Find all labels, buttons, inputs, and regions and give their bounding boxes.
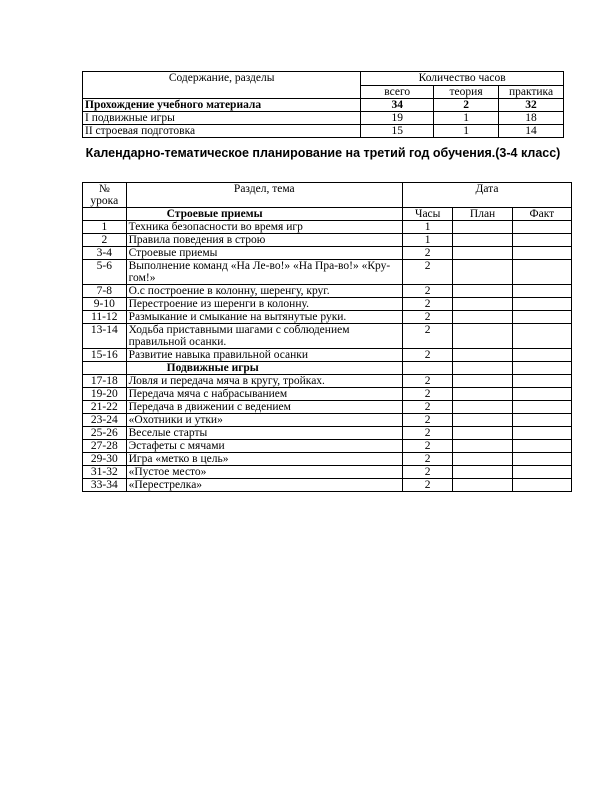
lesson-hours: 2 (402, 311, 452, 324)
hrs-cell (402, 362, 452, 375)
lesson-hours: 2 (402, 479, 452, 492)
lesson-number: 1 (83, 221, 127, 234)
fact-date-cell (512, 414, 571, 427)
fact-date-cell (512, 427, 571, 440)
fact-date-cell (512, 440, 571, 453)
row-practice: 18 (499, 112, 564, 125)
fact-date-cell (512, 349, 571, 362)
table-row (83, 112, 564, 125)
lesson-topic: Развитие навыка правильной осанки (126, 349, 402, 362)
plan-date-cell (453, 247, 512, 260)
lesson-topic: Техника безопасности во время игр (126, 221, 402, 234)
total-header: всего (361, 86, 434, 99)
date-header: Дата (402, 183, 571, 208)
lesson-hours: 2 (402, 453, 452, 466)
plan-date-cell (453, 311, 512, 324)
lesson-topic: «Охотники и утки» (126, 414, 402, 427)
table-row (83, 388, 572, 401)
lesson-number: 17-18 (83, 375, 127, 388)
lesson-topic: Размыкание и смыкание на вытянутые руки. (126, 311, 402, 324)
row-total: 34 (361, 99, 434, 112)
row-name: I подвижные игры (83, 112, 361, 125)
table-row (83, 125, 564, 138)
lesson-hours: 2 (402, 247, 452, 260)
table-row (83, 414, 572, 427)
plan-table-header-row (83, 183, 572, 208)
table-row (83, 466, 572, 479)
table-row (83, 440, 572, 453)
table-row (83, 453, 572, 466)
table-row (83, 349, 572, 362)
lesson-topic: Передача в движении с ведением (126, 401, 402, 414)
lesson-topic: Строевые приемы (126, 247, 402, 260)
fact-date-cell (512, 453, 571, 466)
row-name: II строевая подготовка (83, 125, 361, 138)
lesson-number: 2 (83, 234, 127, 247)
plan-date-cell (453, 375, 512, 388)
fact-date-cell (512, 221, 571, 234)
fact-cell (512, 362, 571, 375)
row-practice: 32 (499, 99, 564, 112)
lesson-hours: 2 (402, 414, 452, 427)
table-row (83, 324, 572, 349)
lesson-hours: 2 (402, 375, 452, 388)
plan-date-cell (453, 453, 512, 466)
lesson-hours: 2 (402, 466, 452, 479)
lesson-hours: 2 (402, 427, 452, 440)
fact-date-cell (512, 285, 571, 298)
fact-date-cell (512, 375, 571, 388)
section-title: Подвижные игры (126, 362, 402, 375)
lesson-hours: 1 (402, 234, 452, 247)
fact-date-cell (512, 401, 571, 414)
plan-date-cell (453, 401, 512, 414)
lesson-number: 27-28 (83, 440, 127, 453)
row-theory: 1 (434, 125, 499, 138)
fact-date-cell (512, 234, 571, 247)
lesson-hours: 2 (402, 388, 452, 401)
fact-date-cell (512, 388, 571, 401)
plan-date-cell (453, 466, 512, 479)
plan-date-cell (453, 440, 512, 453)
table-row (83, 285, 572, 298)
plan-cell (453, 362, 512, 375)
plan-header: План (453, 208, 512, 221)
content-header: Содержание, разделы (83, 72, 361, 99)
fact-date-cell (512, 311, 571, 324)
lesson-number: 21-22 (83, 401, 127, 414)
fact-date-cell (512, 298, 571, 311)
hours-header: Количество часов (361, 72, 564, 86)
fact-header: Факт (512, 208, 571, 221)
lesson-no-header: № урока (83, 183, 127, 208)
table-row (83, 427, 572, 440)
lesson-number: 9-10 (83, 298, 127, 311)
lesson-hours: 2 (402, 440, 452, 453)
lesson-hours: 2 (402, 401, 452, 414)
lesson-number: 33-34 (83, 479, 127, 492)
hours-table (82, 71, 564, 138)
lesson-topic: Выполнение команд «На Ле-во!» «На Пра-во!» «Кру-гом!» (126, 260, 402, 285)
lesson-topic: Перестроение из шеренги в колонну. (126, 298, 402, 311)
plan-date-cell (453, 285, 512, 298)
table-row (83, 99, 564, 112)
row-practice: 14 (499, 125, 564, 138)
fact-date-cell (512, 466, 571, 479)
section-row (83, 208, 572, 221)
section-num-cell (83, 208, 127, 221)
table-row (83, 479, 572, 492)
lesson-number: 5-6 (83, 260, 127, 285)
plan-date-cell (453, 388, 512, 401)
fact-date-cell (512, 247, 571, 260)
plan-date-cell (453, 260, 512, 285)
lesson-topic: Ловля и передача мяча в кругу, тройках. (126, 375, 402, 388)
lesson-number: 25-26 (83, 427, 127, 440)
plan-date-cell (453, 234, 512, 247)
lesson-hours: 2 (402, 260, 452, 285)
section-header: Раздел, тема (126, 183, 402, 208)
lesson-topic: Веселые старты (126, 427, 402, 440)
lesson-number: 19-20 (83, 388, 127, 401)
plan-date-cell (453, 349, 512, 362)
fact-date-cell (512, 479, 571, 492)
table-row (83, 221, 572, 234)
table-row (83, 247, 572, 260)
plan-table (82, 182, 572, 492)
row-theory: 1 (434, 112, 499, 125)
lesson-topic: «Пустое место» (126, 466, 402, 479)
section-title: Строевые приемы (126, 208, 402, 221)
lesson-number: 7-8 (83, 285, 127, 298)
table-row (83, 298, 572, 311)
table-row (83, 375, 572, 388)
lesson-hours: 2 (402, 298, 452, 311)
lesson-topic: Игра «метко в цель» (126, 453, 402, 466)
table-row (83, 401, 572, 414)
plan-date-cell (453, 221, 512, 234)
lesson-number: 15-16 (83, 349, 127, 362)
page-title: Календарно-тематическое планирование на третий год обучения.(3-4 класс) (85, 146, 561, 160)
lesson-topic: О.с построение в колонну, шеренгу, круг. (126, 285, 402, 298)
lesson-topic: «Перестрелка» (126, 479, 402, 492)
lesson-topic: Эстафеты с мячами (126, 440, 402, 453)
plan-date-cell (453, 427, 512, 440)
section-num-cell (83, 362, 127, 375)
section-row (83, 362, 572, 375)
plan-date-cell (453, 414, 512, 427)
lesson-number: 3-4 (83, 247, 127, 260)
hours-header: Часы (402, 208, 452, 221)
lesson-hours: 1 (402, 221, 452, 234)
theory-header: теория (434, 86, 499, 99)
table-row (83, 234, 572, 247)
lesson-hours: 2 (402, 349, 452, 362)
plan-date-cell (453, 298, 512, 311)
hours-table-header-row (83, 72, 564, 86)
lesson-topic: Передача мяча с набрасыванием (126, 388, 402, 401)
table-row (83, 311, 572, 324)
lesson-number: 11-12 (83, 311, 127, 324)
lesson-topic: Ходьба приставными шагами с соблюдением правильной осанки. (126, 324, 402, 349)
table-row (83, 260, 572, 285)
practice-header: практика (499, 86, 564, 99)
lesson-number: 29-30 (83, 453, 127, 466)
lesson-number: 13-14 (83, 324, 127, 349)
fact-date-cell (512, 324, 571, 349)
plan-date-cell (453, 479, 512, 492)
row-total: 19 (361, 112, 434, 125)
row-total: 15 (361, 125, 434, 138)
lesson-topic: Правила поведения в строю (126, 234, 402, 247)
lesson-hours: 2 (402, 285, 452, 298)
lesson-hours: 2 (402, 324, 452, 349)
plan-date-cell (453, 324, 512, 349)
row-theory: 2 (434, 99, 499, 112)
lesson-number: 23-24 (83, 414, 127, 427)
fact-date-cell (512, 260, 571, 285)
row-name: Прохождение учебного материала (83, 99, 361, 112)
lesson-number: 31-32 (83, 466, 127, 479)
